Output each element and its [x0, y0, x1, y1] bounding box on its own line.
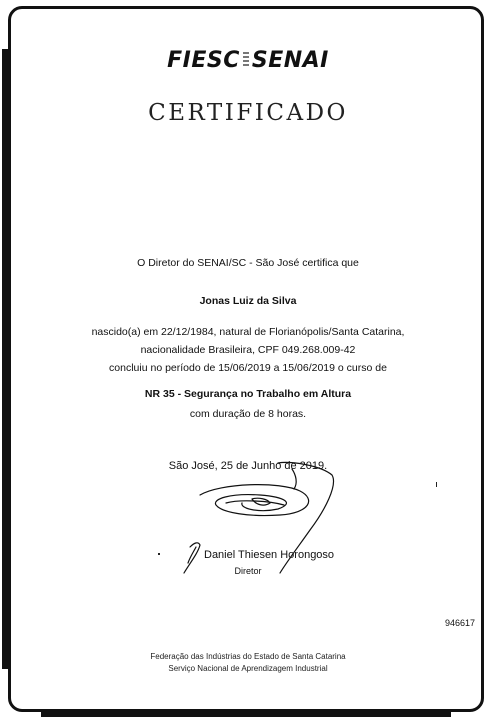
- footer-federation: Federação das Indústrias do Estado de Santa Catarina: [150, 652, 346, 661]
- logo-senai-text: SENAI: [251, 48, 329, 73]
- scan-speck: [158, 553, 160, 555]
- handwritten-signature: [160, 455, 360, 580]
- course-name: NR 35 - Segurança no Trabalho em Altura: [144, 388, 352, 400]
- signer-role: Diretor: [234, 566, 262, 576]
- fiesc-senai-logo: [0, 48, 496, 73]
- signer-name: Daniel Thiesen Horongoso: [204, 549, 335, 561]
- course-period: concluiu no período de 15/06/2019 a 15/06/2019 o curso de: [109, 362, 387, 374]
- page-title: CERTIFICADO: [148, 100, 348, 126]
- scan-speck: [436, 482, 437, 487]
- footer-service: Serviço Nacional de Aprendizagem Industrial: [168, 664, 328, 673]
- logo-fiesc-text: FIESC: [167, 48, 240, 73]
- recipient-name: Jonas Luiz da Silva: [199, 295, 297, 307]
- birth-details-line-1: nascido(a) em 22/12/1984, natural de Florianópolis/Santa Catarina,: [91, 326, 405, 338]
- serial-number: 946617: [445, 618, 476, 628]
- certificate-intro: O Diretor do SENAI/SC - São José certifica que: [137, 257, 359, 269]
- place-and-date: São José, 25 de Junho de 2019.: [168, 460, 328, 472]
- birth-details-line-2: nacionalidade Brasileira, CPF 049.268.009-42: [140, 344, 356, 356]
- course-duration: com duração de 8 horas.: [189, 408, 307, 420]
- logo-separator-icon: [243, 52, 249, 68]
